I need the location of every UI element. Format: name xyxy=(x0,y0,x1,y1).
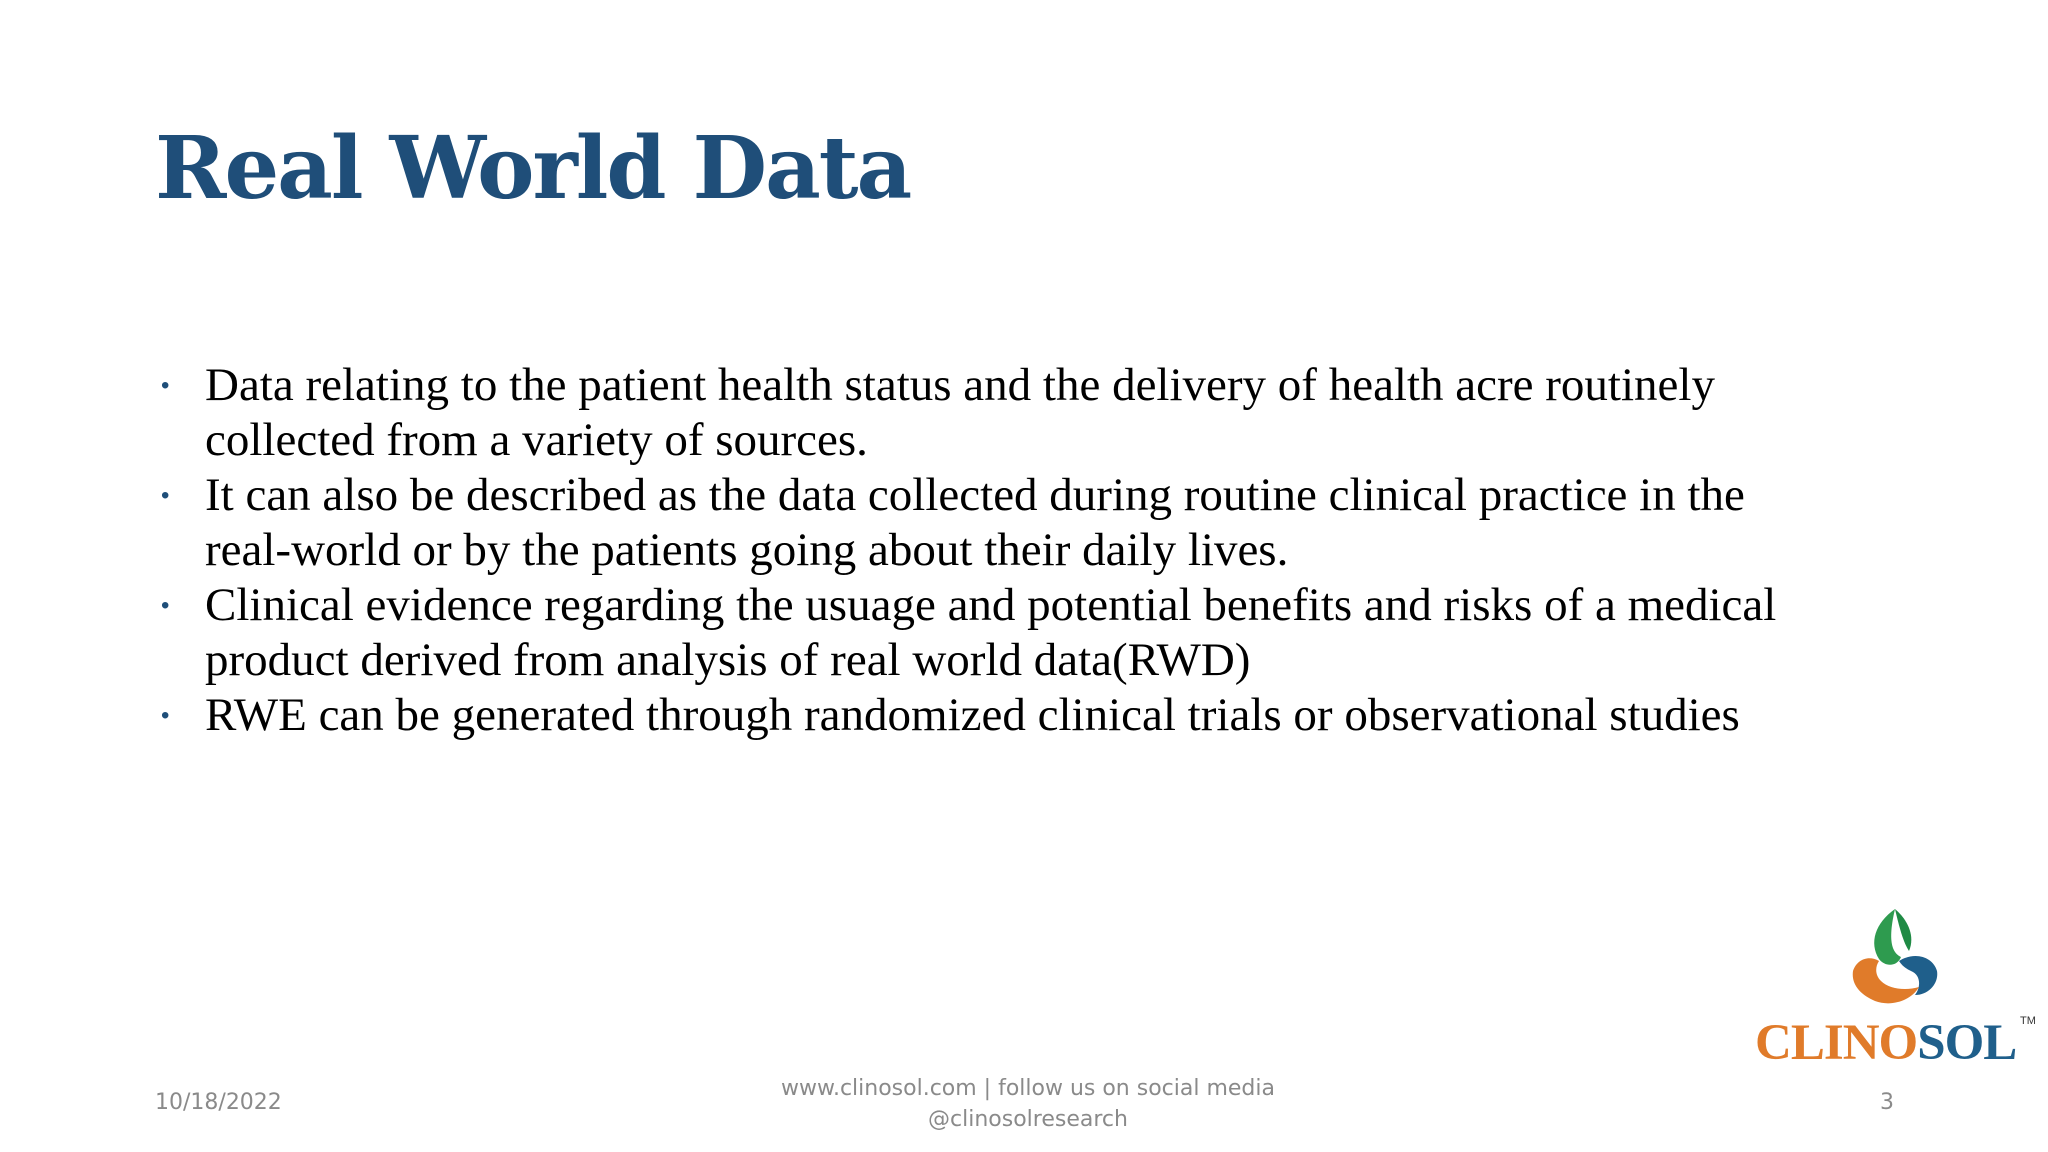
bullet-list xyxy=(155,358,1795,743)
bullet-dot-icon: • xyxy=(161,702,170,729)
bullet-item xyxy=(155,358,1795,468)
logo-text-clino: CLINO xyxy=(1755,1015,1918,1071)
bullet-dot-icon: • xyxy=(161,482,170,509)
trademark-symbol: TM xyxy=(2020,1015,2036,1027)
page-number: 3 xyxy=(1880,1090,1894,1115)
logo-text-sol: SOL xyxy=(1917,1015,2017,1071)
slide-title: Real World Data xyxy=(155,118,911,219)
bullet-dot-icon: • xyxy=(161,372,170,399)
bullet-text: It can also be described as the data collected during routine clinical practice in the real-world or by the patients going about their daily lives. xyxy=(205,469,1745,576)
bullet-item xyxy=(155,468,1795,578)
bullet-item xyxy=(155,688,1795,743)
leaf-icon xyxy=(1874,909,1901,965)
bullet-text: Clinical evidence regarding the usuage and potential benefits and risks of a medical product derived from analysis of real world data(RWD) xyxy=(205,579,1777,686)
bullet-item xyxy=(155,578,1795,688)
footer-center-text xyxy=(728,1073,1328,1135)
bullet-text: RWE can be generated through randomized clinical trials or observational studies xyxy=(205,689,1740,741)
clinosol-emblem-icon xyxy=(1835,905,1955,1015)
bullet-text: Data relating to the patient health status and the delivery of health acre routinely collected from a variety of sources. xyxy=(205,359,1715,466)
logo-wordmark xyxy=(1755,1015,2017,1071)
footer-date: 10/18/2022 xyxy=(155,1090,282,1115)
clinosol-logo xyxy=(1755,905,2035,1085)
bullet-dot-icon: • xyxy=(161,592,170,619)
footer-website-line: www.clinosol.com | follow us on social media xyxy=(780,1076,1275,1101)
footer-social-handle: @clinosolresearch xyxy=(928,1107,1128,1132)
